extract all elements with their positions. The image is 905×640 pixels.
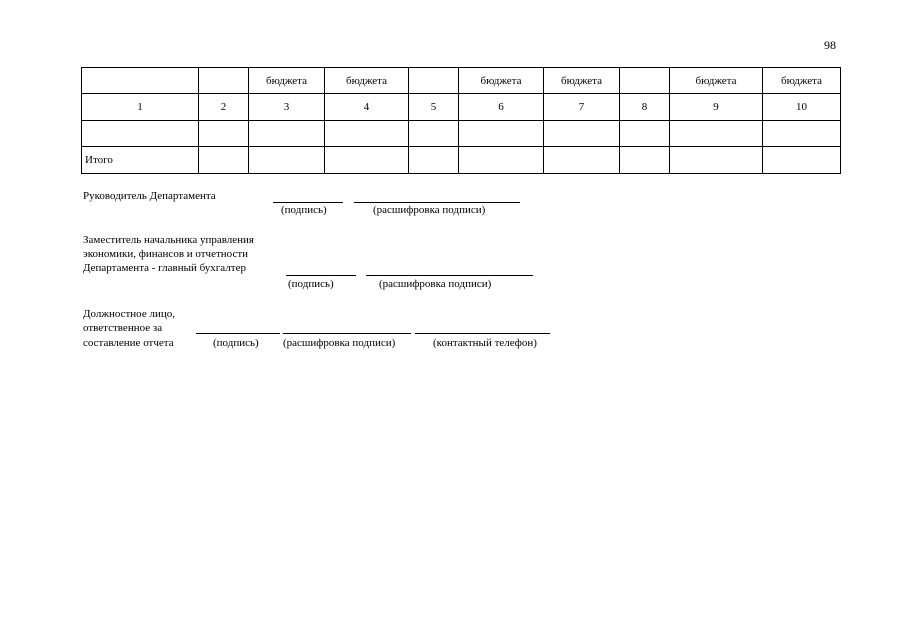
- column-number-cell: 3: [249, 94, 325, 121]
- total-cell[interactable]: [409, 147, 459, 174]
- data-cell[interactable]: [763, 121, 841, 147]
- total-cell[interactable]: [459, 147, 544, 174]
- column-number-cell: 5: [409, 94, 459, 121]
- data-cell[interactable]: [199, 121, 249, 147]
- responsible-phone-caption: (контактный телефон): [433, 337, 537, 349]
- total-cell[interactable]: [199, 147, 249, 174]
- total-row: [82, 147, 841, 174]
- header-cell: бюджета: [670, 68, 763, 94]
- column-number-cell: 6: [459, 94, 544, 121]
- responsible-signature-caption: (подпись): [213, 337, 259, 349]
- director-signature-line[interactable]: [273, 202, 343, 203]
- total-label: Итого: [82, 147, 199, 174]
- responsible-title-line-2: ответственное за: [83, 322, 163, 334]
- page-number: 98: [824, 38, 836, 52]
- responsible-title-line-3: составление отчета: [83, 337, 174, 349]
- column-number-cell: 10: [763, 94, 841, 121]
- header-row: [82, 68, 841, 94]
- report-table: [81, 67, 841, 174]
- column-number-cell: 8: [620, 94, 670, 121]
- deputy-title-line-1: Заместитель начальника управления: [83, 234, 254, 246]
- deputy-signature-caption: (подпись): [288, 278, 334, 290]
- data-cell[interactable]: [325, 121, 409, 147]
- column-number-cell: 4: [325, 94, 409, 121]
- column-number-cell: 2: [199, 94, 249, 121]
- header-cell: бюджета: [325, 68, 409, 94]
- column-number-cell: 1: [82, 94, 199, 121]
- data-cell[interactable]: [409, 121, 459, 147]
- data-row: [82, 121, 841, 147]
- data-cell[interactable]: [670, 121, 763, 147]
- director-signature-caption: (подпись): [281, 204, 327, 216]
- director-decode-line[interactable]: [354, 202, 520, 203]
- header-cell: бюджета: [459, 68, 544, 94]
- deputy-title-line-2: экономики, финансов и отчетности: [83, 248, 249, 260]
- total-cell[interactable]: [763, 147, 841, 174]
- header-cell: бюджета: [249, 68, 325, 94]
- total-cell[interactable]: [670, 147, 763, 174]
- responsible-decode-caption: (расшифровка подписи): [283, 337, 396, 349]
- header-cell: [199, 68, 249, 94]
- data-cell[interactable]: [620, 121, 670, 147]
- header-cell: бюджета: [544, 68, 620, 94]
- deputy-signature-line[interactable]: [286, 275, 356, 276]
- responsible-title-line-1: Должностное лицо,: [83, 308, 175, 320]
- header-cell: [409, 68, 459, 94]
- data-cell[interactable]: [82, 121, 199, 147]
- deputy-decode-line[interactable]: [366, 275, 533, 276]
- header-cell: [82, 68, 199, 94]
- data-cell[interactable]: [459, 121, 544, 147]
- column-number-row: [82, 94, 841, 121]
- responsible-signature-line[interactable]: [196, 333, 280, 334]
- column-number-cell: 7: [544, 94, 620, 121]
- deputy-decode-caption: (расшифровка подписи): [379, 278, 492, 290]
- data-cell[interactable]: [544, 121, 620, 147]
- responsible-phone-line[interactable]: [415, 333, 550, 334]
- header-cell: [620, 68, 670, 94]
- total-cell[interactable]: [325, 147, 409, 174]
- total-cell[interactable]: [544, 147, 620, 174]
- deputy-title-line-3: Департамента - главный бухгалтер: [83, 262, 246, 274]
- column-number-cell: 9: [670, 94, 763, 121]
- data-cell[interactable]: [249, 121, 325, 147]
- total-cell[interactable]: [249, 147, 325, 174]
- total-cell[interactable]: [620, 147, 670, 174]
- director-decode-caption: (расшифровка подписи): [373, 204, 486, 216]
- header-cell: бюджета: [763, 68, 841, 94]
- responsible-decode-line[interactable]: [283, 333, 411, 334]
- director-title: Руководитель Департамента: [83, 190, 216, 202]
